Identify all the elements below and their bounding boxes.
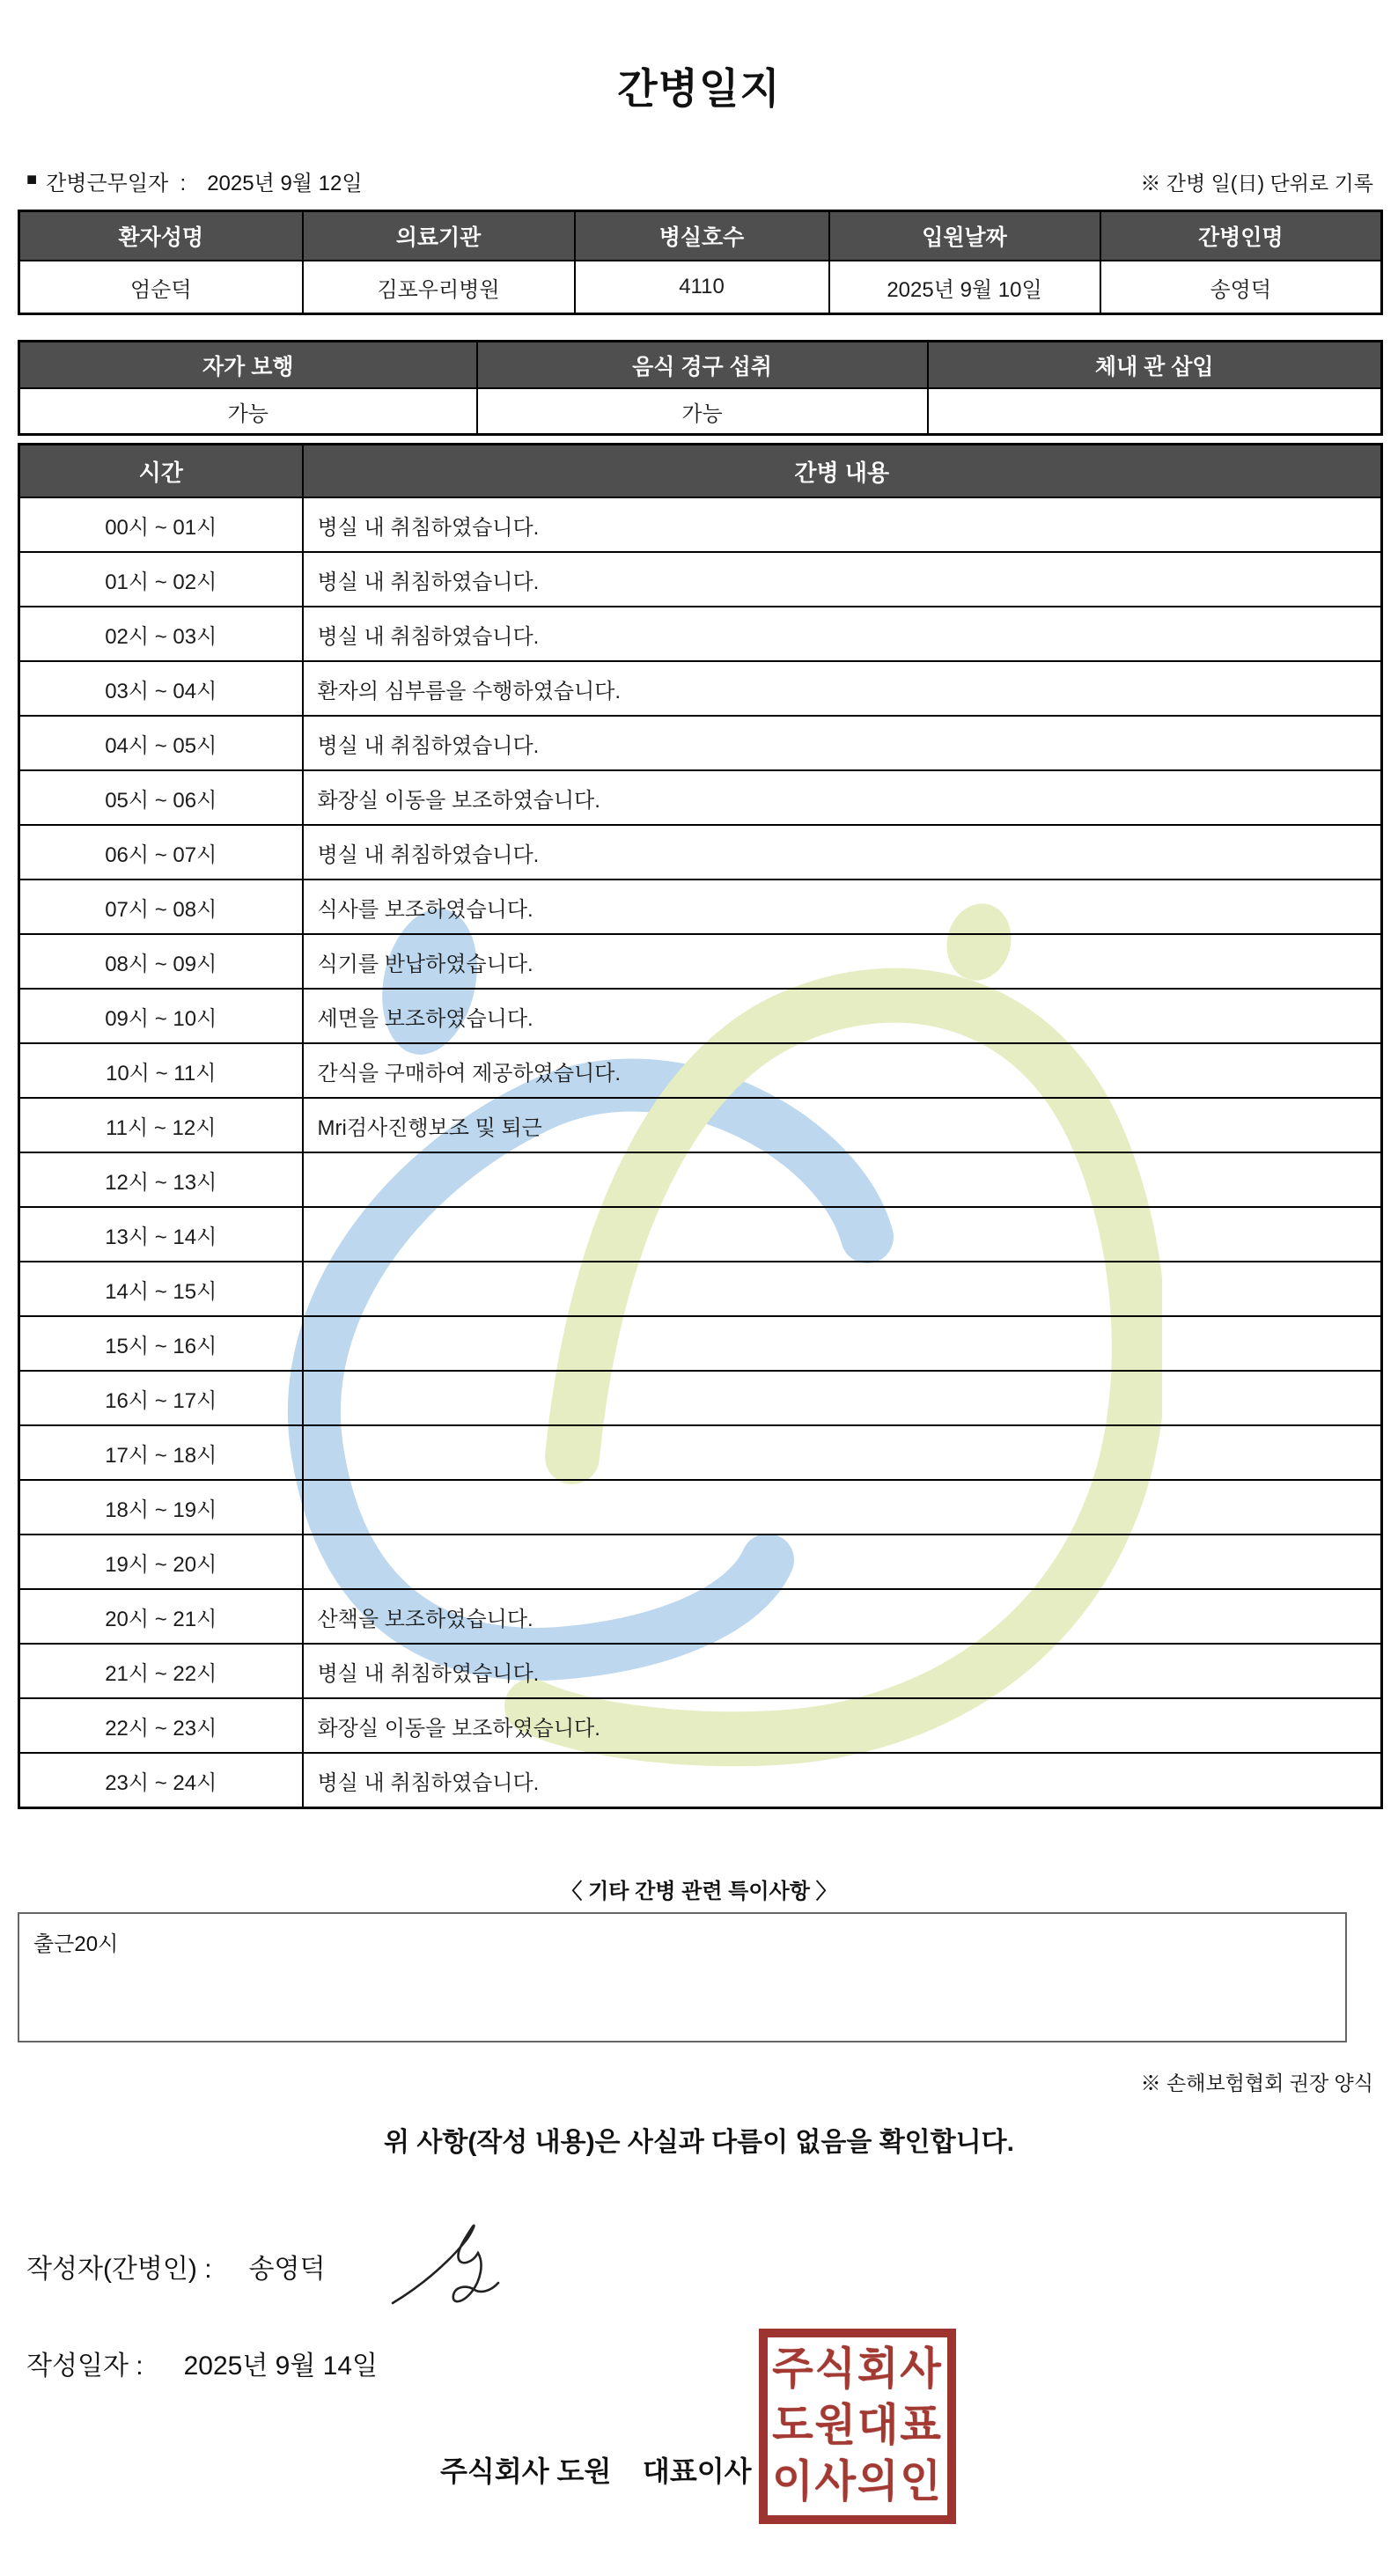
writer-line: [26, 2247, 325, 2285]
value-room-number: 4110: [575, 261, 829, 314]
care-time-cell: 11시 ~ 12시: [19, 1098, 303, 1152]
care-time-cell: 04시 ~ 05시: [19, 716, 303, 770]
work-date-value: 2025년 9월 12일: [207, 172, 363, 195]
value-tube-insertion: [928, 388, 1382, 435]
special-notes-title: 〈 기타 간병 관련 특이사항 〉: [561, 1880, 837, 1903]
care-log-row: [19, 552, 1382, 607]
patient-status-table: [18, 340, 1383, 436]
care-log-row: [19, 716, 1382, 770]
header-room-number: 병실호수: [575, 211, 829, 261]
care-content-cell: 산책을 보조하였습니다.: [303, 1589, 1382, 1644]
care-content-cell: 병실 내 취침하였습니다.: [303, 825, 1382, 880]
care-log-row: [19, 770, 1382, 825]
care-content-cell: 병실 내 취침하였습니다.: [303, 1644, 1382, 1698]
care-log-row: [19, 497, 1382, 552]
writer-name: 송영덕: [248, 2255, 326, 2284]
care-content-cell: 병실 내 취침하였습니다.: [303, 497, 1382, 552]
care-time-cell: 08시 ~ 09시: [19, 934, 303, 989]
header-time: 시간: [19, 445, 303, 498]
meta-row: [26, 166, 1373, 196]
care-time-cell: 13시 ~ 14시: [19, 1207, 303, 1262]
daily-record-note: ※ 간병 일(日) 단위로 기록: [1140, 172, 1373, 195]
status-header-row: [19, 342, 1382, 389]
care-content-cell: 병실 내 취침하였습니다.: [303, 607, 1382, 661]
care-log-row: [19, 1043, 1382, 1098]
seal-text-line: 도원대표: [772, 2401, 943, 2451]
care-time-cell: 15시 ~ 16시: [19, 1316, 303, 1371]
patient-info-header-row: [19, 211, 1382, 261]
care-content-cell: 병실 내 취침하였습니다.: [303, 716, 1382, 770]
care-log-row: [19, 661, 1382, 716]
care-content-cell: 병실 내 취침하였습니다.: [303, 1753, 1382, 1808]
work-date-label: 간병근무일자 :: [46, 172, 187, 195]
caregiver-signature: [387, 2206, 511, 2322]
company-ceo-line: 주식회사 도원 대표이사: [440, 2455, 752, 2487]
header-care-content: 간병 내용: [303, 445, 1382, 498]
care-time-cell: 05시 ~ 06시: [19, 770, 303, 825]
care-log-row: [19, 1316, 1382, 1371]
care-time-cell: 06시 ~ 07시: [19, 825, 303, 880]
care-log-row: [19, 934, 1382, 989]
care-log-row: [19, 825, 1382, 880]
patient-info-value-row: [19, 261, 1382, 314]
care-log-row: [19, 1644, 1382, 1698]
header-medical-institution: 의료기관: [303, 211, 575, 261]
writer-label: 작성자(간병인) :: [26, 2255, 212, 2284]
care-log-row: [19, 1698, 1382, 1753]
care-content-cell: [303, 1152, 1382, 1207]
care-time-cell: 03시 ~ 04시: [19, 661, 303, 716]
care-content-cell: [303, 1371, 1382, 1425]
value-self-walking: 가능: [19, 388, 477, 435]
care-time-cell: 17시 ~ 18시: [19, 1425, 303, 1480]
care-log-header-row: [19, 445, 1382, 498]
seal-text-line: 이사의인: [772, 2457, 943, 2507]
care-time-cell: 16시 ~ 17시: [19, 1371, 303, 1425]
write-date-label: 작성일자 :: [26, 2352, 143, 2381]
care-content-cell: [303, 1316, 1382, 1371]
care-content-cell: 병실 내 취침하였습니다.: [303, 552, 1382, 607]
care-time-cell: 14시 ~ 15시: [19, 1262, 303, 1316]
care-content-cell: Mri검사진행보조 및 퇴근: [303, 1098, 1382, 1152]
care-time-cell: 18시 ~ 19시: [19, 1480, 303, 1535]
care-content-cell: 환자의 심부름을 수행하였습니다.: [303, 661, 1382, 716]
care-log-table: [18, 443, 1383, 1809]
corporate-seal-stamp: [759, 2329, 956, 2524]
care-log-row: [19, 1425, 1382, 1480]
care-time-cell: 07시 ~ 08시: [19, 880, 303, 934]
recommended-form-note: ※ 손해보험협회 권장 양식: [1140, 2072, 1373, 2094]
care-content-cell: 세면을 보조하였습니다.: [303, 989, 1382, 1043]
value-oral-intake: 가능: [477, 388, 928, 435]
care-content-cell: 화장실 이동을 보조하였습니다.: [303, 770, 1382, 825]
care-content-cell: 간식을 구매하여 제공하였습니다.: [303, 1043, 1382, 1098]
care-content-cell: [303, 1262, 1382, 1316]
value-caregiver-name: 송영덕: [1100, 261, 1382, 314]
care-time-cell: 02시 ~ 03시: [19, 607, 303, 661]
care-log-row: [19, 1262, 1382, 1316]
care-content-cell: [303, 1425, 1382, 1480]
care-log-row: [19, 1480, 1382, 1535]
care-content-cell: [303, 1535, 1382, 1589]
header-caregiver-name: 간병인명: [1100, 211, 1382, 261]
work-date-line: [26, 166, 363, 196]
care-log-row: [19, 1152, 1382, 1207]
care-time-cell: 12시 ~ 13시: [19, 1152, 303, 1207]
care-time-cell: 00시 ~ 01시: [19, 497, 303, 552]
header-patient-name: 환자성명: [19, 211, 303, 261]
care-time-cell: 19시 ~ 20시: [19, 1535, 303, 1589]
care-content-cell: 식사를 보조하였습니다.: [303, 880, 1382, 934]
care-time-cell: 21시 ~ 22시: [19, 1644, 303, 1698]
care-log-row: [19, 607, 1382, 661]
value-patient-name: 엄순덕: [19, 261, 303, 314]
care-time-cell: 10시 ~ 11시: [19, 1043, 303, 1098]
header-oral-intake: 음식 경구 섭취: [477, 342, 928, 389]
care-log-row: [19, 989, 1382, 1043]
care-time-cell: 23시 ~ 24시: [19, 1753, 303, 1808]
care-content-cell: 식기를 반납하였습니다.: [303, 934, 1382, 989]
special-notes-box: 출근20시: [18, 1912, 1347, 2042]
care-log-row: [19, 1098, 1382, 1152]
patient-info-table: [18, 210, 1383, 315]
care-log-row: [19, 1753, 1382, 1808]
care-log-row: [19, 1589, 1382, 1644]
write-date-line: [26, 2344, 378, 2382]
care-content-cell: [303, 1480, 1382, 1535]
page-title: 간병일지: [617, 65, 781, 112]
care-log-row: [19, 1535, 1382, 1589]
value-admission-date: 2025년 9월 10일: [829, 261, 1100, 314]
care-time-cell: 20시 ~ 21시: [19, 1589, 303, 1644]
care-log-row: [19, 1371, 1382, 1425]
care-time-cell: 01시 ~ 02시: [19, 552, 303, 607]
care-time-cell: 22시 ~ 23시: [19, 1698, 303, 1753]
care-log-row: [19, 1207, 1382, 1262]
care-log-row: [19, 880, 1382, 934]
care-content-cell: [303, 1207, 1382, 1262]
seal-text-line: 주식회사: [772, 2344, 943, 2395]
care-content-cell: 화장실 이동을 보조하였습니다.: [303, 1698, 1382, 1753]
write-date-value: 2025년 9월 14일: [183, 2352, 378, 2381]
bullet-square-icon: ■: [26, 170, 38, 189]
care-time-cell: 09시 ~ 10시: [19, 989, 303, 1043]
header-tube-insertion: 체내 관 삽입: [928, 342, 1382, 389]
header-admission-date: 입원날짜: [829, 211, 1100, 261]
header-self-walking: 자가 보행: [19, 342, 477, 389]
status-value-row: [19, 388, 1382, 435]
value-medical-institution: 김포우리병원: [303, 261, 575, 314]
confirmation-statement: 위 사항(작성 내용)은 사실과 다름이 없음을 확인합니다.: [384, 2128, 1014, 2157]
